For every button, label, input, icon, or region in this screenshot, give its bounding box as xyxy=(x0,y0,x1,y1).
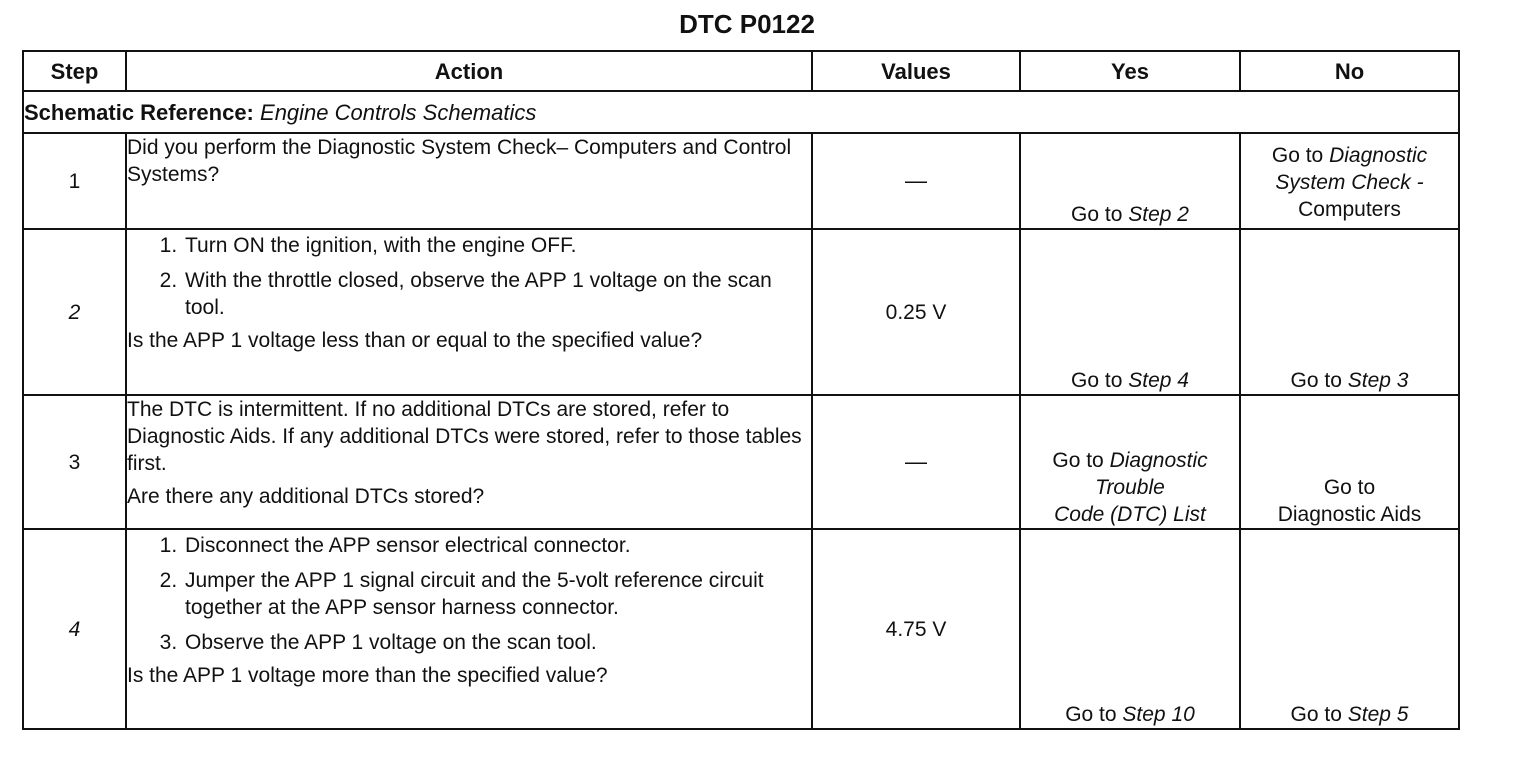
value-text: — xyxy=(905,449,927,474)
table-row xyxy=(23,229,1459,395)
yes-step-link[interactable]: Step 4 xyxy=(1128,369,1189,392)
action-text: Did you perform the Diagnostic System Check– Computers and Control Systems? xyxy=(127,136,792,186)
schematic-reference-link[interactable]: Engine Controls Schematics xyxy=(260,99,537,125)
schematic-reference-label: Schematic Reference: xyxy=(24,99,254,125)
action-steps-list xyxy=(127,232,811,321)
step-number: 4 xyxy=(23,529,126,729)
header-step: Step xyxy=(23,51,126,91)
action-cell xyxy=(126,229,812,395)
yes-link-line2[interactable]: Trouble xyxy=(1095,476,1165,499)
value-cell xyxy=(812,529,1020,729)
no-link-line1[interactable]: Diagnostic xyxy=(1329,144,1428,167)
no-prefix: Go to xyxy=(1323,476,1376,499)
no-prefix: Go to xyxy=(1271,144,1324,167)
no-diagnostic-aids-link[interactable]: Diagnostic Aids xyxy=(1277,503,1422,526)
list-item: 1. Turn ON the ignition, with the engine OFF. xyxy=(183,232,811,259)
list-item: 2. Jumper the APP 1 signal circuit and the 5-volt reference circuit together at the APP sensor harness connector. xyxy=(183,567,811,621)
yes-prefix: Go to xyxy=(1071,203,1123,226)
no-cell xyxy=(1240,395,1459,529)
no-step-link[interactable]: Step 3 xyxy=(1347,369,1409,392)
list-item: 1. Disconnect the APP sensor electrical connector. xyxy=(183,532,811,559)
list-item: 3. Observe the APP 1 voltage on the scan tool. xyxy=(183,629,811,656)
table-row xyxy=(23,395,1459,529)
value-text: 4.75 V xyxy=(885,617,947,641)
action-question: Is the APP 1 voltage more than the specified value? xyxy=(127,664,608,687)
action-text: The DTC is intermittent. If no additional DTCs are stored, refer to Diagnostic Aids. If any additional DTCs were stored, refer to those tables first. xyxy=(127,398,802,475)
step-number: 1 xyxy=(23,133,126,229)
yes-prefix: Go to xyxy=(1071,369,1123,392)
no-cell xyxy=(1240,133,1459,229)
action-cell xyxy=(126,133,812,229)
yes-link-line3[interactable]: Code (DTC) List xyxy=(1054,503,1206,526)
yes-step-link[interactable]: Step 10 xyxy=(1122,703,1195,726)
no-link-line2[interactable]: System Check - xyxy=(1275,171,1424,194)
list-item: 2. With the throttle closed, observe the APP 1 voltage on the scan tool. xyxy=(183,267,811,321)
yes-cell xyxy=(1020,133,1240,229)
action-steps-list xyxy=(127,532,811,656)
action-question: Is the APP 1 voltage less than or equal to the specified value? xyxy=(127,329,703,352)
step-number: 3 xyxy=(23,395,126,529)
yes-step-link[interactable]: Step 2 xyxy=(1128,203,1189,226)
yes-cell xyxy=(1020,395,1240,529)
value-cell xyxy=(812,395,1020,529)
no-step-link[interactable]: Step 5 xyxy=(1347,703,1409,726)
value-cell xyxy=(812,133,1020,229)
action-cell xyxy=(126,395,812,529)
value-text: 0.25 V xyxy=(885,300,947,324)
yes-cell xyxy=(1020,529,1240,729)
yes-cell xyxy=(1020,229,1240,395)
schematic-reference-row xyxy=(23,91,1459,133)
no-prefix: Go to xyxy=(1290,703,1342,726)
header-values: Values xyxy=(812,51,1020,91)
schematic-reference-cell xyxy=(23,91,1459,133)
table-row xyxy=(23,529,1459,729)
header-row xyxy=(23,51,1459,91)
no-cell xyxy=(1240,529,1459,729)
dtc-table xyxy=(22,50,1460,730)
no-prefix: Go to xyxy=(1290,369,1342,392)
table-row xyxy=(23,133,1459,229)
no-cell xyxy=(1240,229,1459,395)
header-yes: Yes xyxy=(1020,51,1240,91)
yes-prefix: Go to xyxy=(1065,703,1117,726)
value-cell xyxy=(812,229,1020,395)
action-question: Are there any additional DTCs stored? xyxy=(127,485,485,508)
value-text: — xyxy=(905,168,927,193)
step-number: 2 xyxy=(23,229,126,395)
no-suffix: Computers xyxy=(1298,198,1401,221)
yes-link-line1[interactable]: Diagnostic xyxy=(1109,449,1208,472)
yes-prefix: Go to xyxy=(1052,449,1104,472)
action-cell xyxy=(126,529,812,729)
page-title: DTC P0122 xyxy=(679,9,815,39)
header-no: No xyxy=(1240,51,1459,91)
header-action: Action xyxy=(126,51,812,91)
